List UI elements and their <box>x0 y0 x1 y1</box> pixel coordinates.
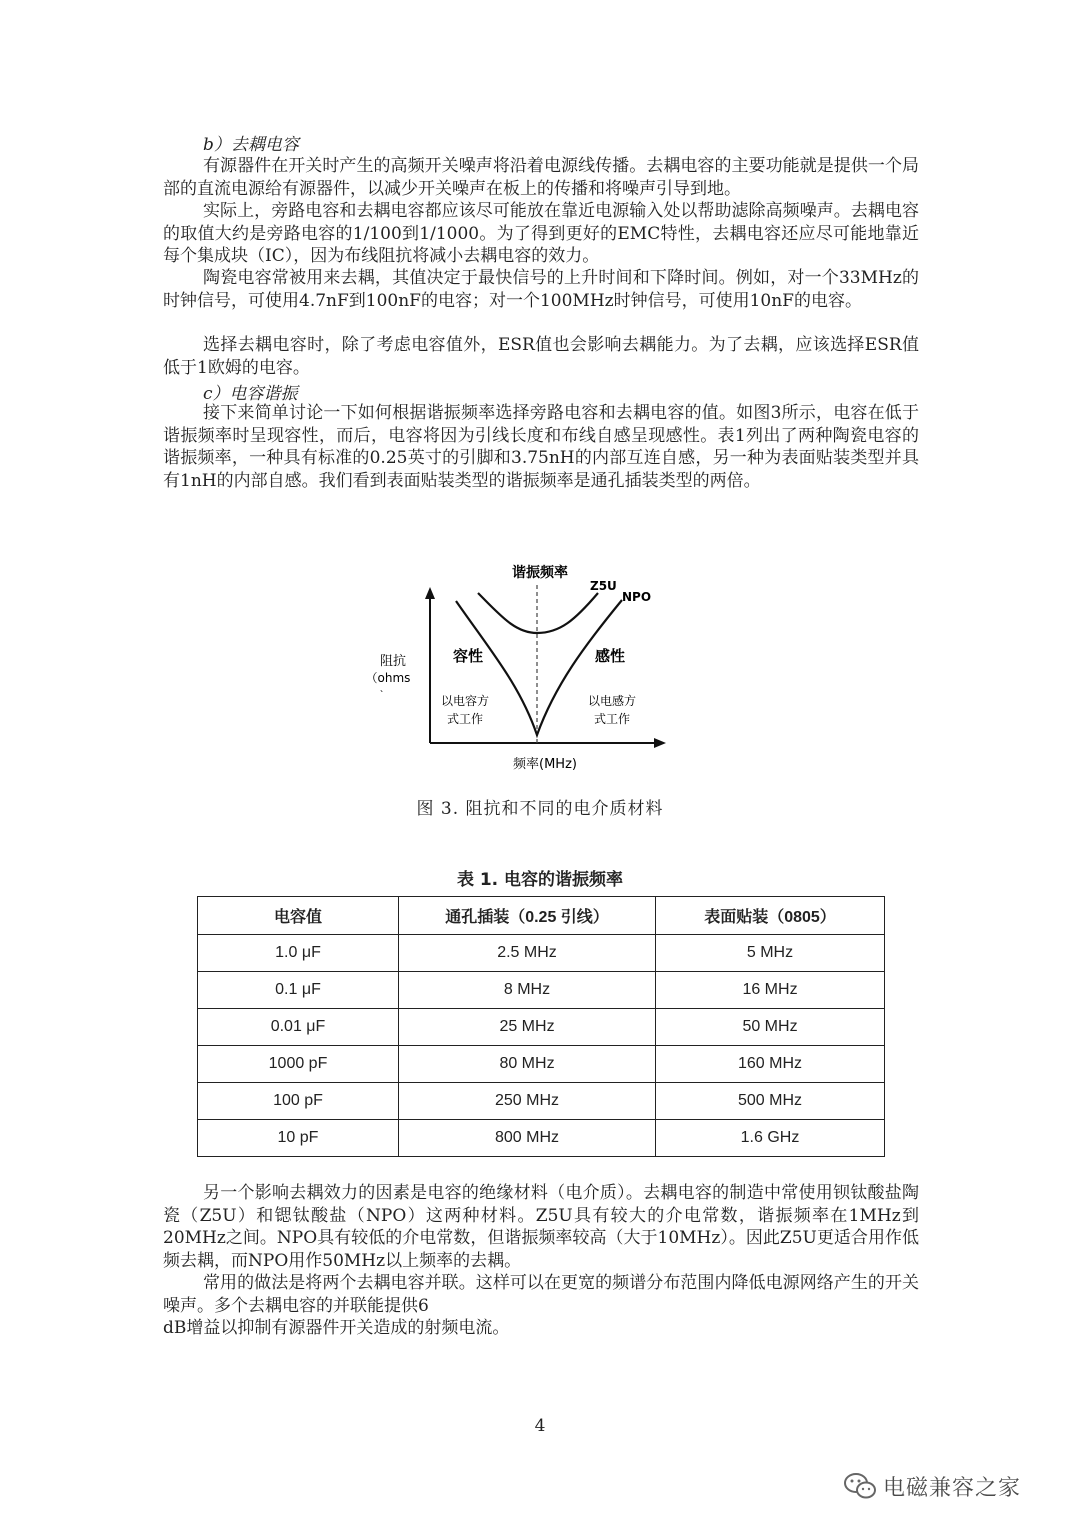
column-header: 电容值 <box>198 897 399 935</box>
table-row <box>198 1046 885 1083</box>
x-axis-label: 频率(MHz) <box>513 757 577 772</box>
table-cell: 10 pF <box>198 1120 399 1157</box>
table-cell: 0.1 μF <box>198 972 399 1009</box>
paragraph: 实际上，旁路电容和去耦电容都应该尽可能放在靠近电源输入处以帮助滤除高频噪声。去耦电容的取值大约是旁路电容的1/100到1/1000。为了得到更好的EMC特性，去耦电容还应尽可能地靠近每个集成块（IC），因为布线阻抗将减小去耦电容的效力。 <box>163 201 919 266</box>
paragraph: 接下来简单讨论一下如何根据谐振频率选择旁路电容和去耦电容的值。如图3所示，电容在低于谐振频率时呈现容性，而后，电容将因为引线长度和布线自感呈现感性。表1列出了两种陶瓷电容的谐振频率，一种具有标准的0.25英寸的引脚和3.75nH的内部互连自感，另一种为表面贴装类型并具有1nH的内部自感。我们看到表面贴装类型的谐振频率是通孔插装类型的两倍。 <box>163 403 919 491</box>
table-header-row <box>198 897 885 935</box>
y-label-line3: ` <box>379 690 385 701</box>
column-header: 表面贴装（0805） <box>656 897 885 935</box>
table-cell: 800 MHz <box>399 1120 656 1157</box>
table-cell: 1.6 GHz <box>656 1120 885 1157</box>
table-row <box>198 1083 885 1120</box>
table-cell: 0.01 μF <box>198 1009 399 1046</box>
paragraph: 常用的做法是将两个去耦电容并联。这样可以在更宽的频谱分布范围内降低电源网络产生的开关噪声。多个去耦电容的并联能提供6 <box>163 1273 919 1316</box>
capacitive-note-line1: 以电容方 <box>440 694 490 708</box>
table-cell: 8 MHz <box>399 972 656 1009</box>
resonance-table <box>197 896 885 1157</box>
column-header: 通孔插装（0.25 引线） <box>399 897 656 935</box>
paragraph: 选择去耦电容时，除了考虑电容值外，ESR值也会影响去耦能力。为了去耦，应该选择ESR值低于1欧姆的电容。 <box>163 335 919 378</box>
inductive-label: 感性 <box>594 647 626 665</box>
z5u-label: Z5U <box>590 579 617 593</box>
paragraph: 另一个影响去耦效力的因素是电容的绝缘材料（电介质）。去耦电容的制造中常使用钡钛酸盐陶瓷（Z5U）和锶钛酸盐（NPO）这两种材料。Z5U具有较大的介电常数，谐振频率在1MHz到20MHz之间。NPO具有较低的介电常数，但谐振频率较高（大于10MHz）。因此Z5U更适合用作低频去耦，而NPO用作50MHz以上频率的去耦。 <box>163 1183 919 1271</box>
table-cell: 25 MHz <box>399 1009 656 1046</box>
impedance-figure <box>360 555 690 790</box>
inductive-note-line1: 以电感方 <box>587 694 637 708</box>
table-cell: 5 MHz <box>656 935 885 972</box>
x-axis-arrow <box>654 738 666 748</box>
table-cell: 50 MHz <box>656 1009 885 1046</box>
inductive-note-line2: 式工作 <box>593 712 631 726</box>
table-row <box>198 1120 885 1157</box>
paragraph: 陶瓷电容常被用来去耦，其值决定于最快信号的上升时间和下降时间。例如，对一个33MHz的时钟信号，可使用4.7nF到100nF的电容；对一个100MHz时钟信号，可使用10nF的电容。 <box>163 268 919 311</box>
figure-caption: 图 3. 阻抗和不同的电介质材料 <box>416 799 664 819</box>
section-heading-c: c）电容谐振 <box>203 384 298 404</box>
table-cell: 1.0 μF <box>198 935 399 972</box>
capacitive-note-line2: 式工作 <box>446 712 484 726</box>
z5u-curve <box>478 593 598 633</box>
page-number: 4 <box>534 1416 546 1436</box>
y-label-line2: （ohms <box>365 671 411 685</box>
y-label-line1: 阻抗 <box>379 654 407 669</box>
resonance-label: 谐振频率 <box>512 565 568 581</box>
table-cell: 250 MHz <box>399 1083 656 1120</box>
table-title: 表 1. 电容的谐振频率 <box>456 870 624 890</box>
table-cell: 160 MHz <box>656 1046 885 1083</box>
table-cell: 80 MHz <box>399 1046 656 1083</box>
paragraph: dB增益以抑制有源器件开关造成的射频电流。 <box>163 1318 510 1338</box>
table-row <box>198 1009 885 1046</box>
table-row <box>198 972 885 1009</box>
capacitive-label: 容性 <box>452 647 484 665</box>
table-cell: 500 MHz <box>656 1083 885 1120</box>
table-cell: 16 MHz <box>656 972 885 1009</box>
table-cell: 100 pF <box>198 1083 399 1120</box>
npo-label: NPO <box>622 590 652 604</box>
table-cell: 1000 pF <box>198 1046 399 1083</box>
watermark <box>843 1468 1053 1504</box>
wechat-icon <box>843 1471 877 1501</box>
table-cell: 2.5 MHz <box>399 935 656 972</box>
table-row <box>198 935 885 972</box>
watermark-text: 电磁兼容之家 <box>883 1475 1022 1501</box>
paragraph: 有源器件在开关时产生的高频开关噪声将沿着电源线传播。去耦电容的主要功能就是提供一个局部的直流电源给有源器件，以减少开关噪声在板上的传播和将噪声引导到地。 <box>163 156 919 199</box>
y-axis-arrow <box>425 587 435 599</box>
section-heading-b: b）去耦电容 <box>203 135 299 155</box>
